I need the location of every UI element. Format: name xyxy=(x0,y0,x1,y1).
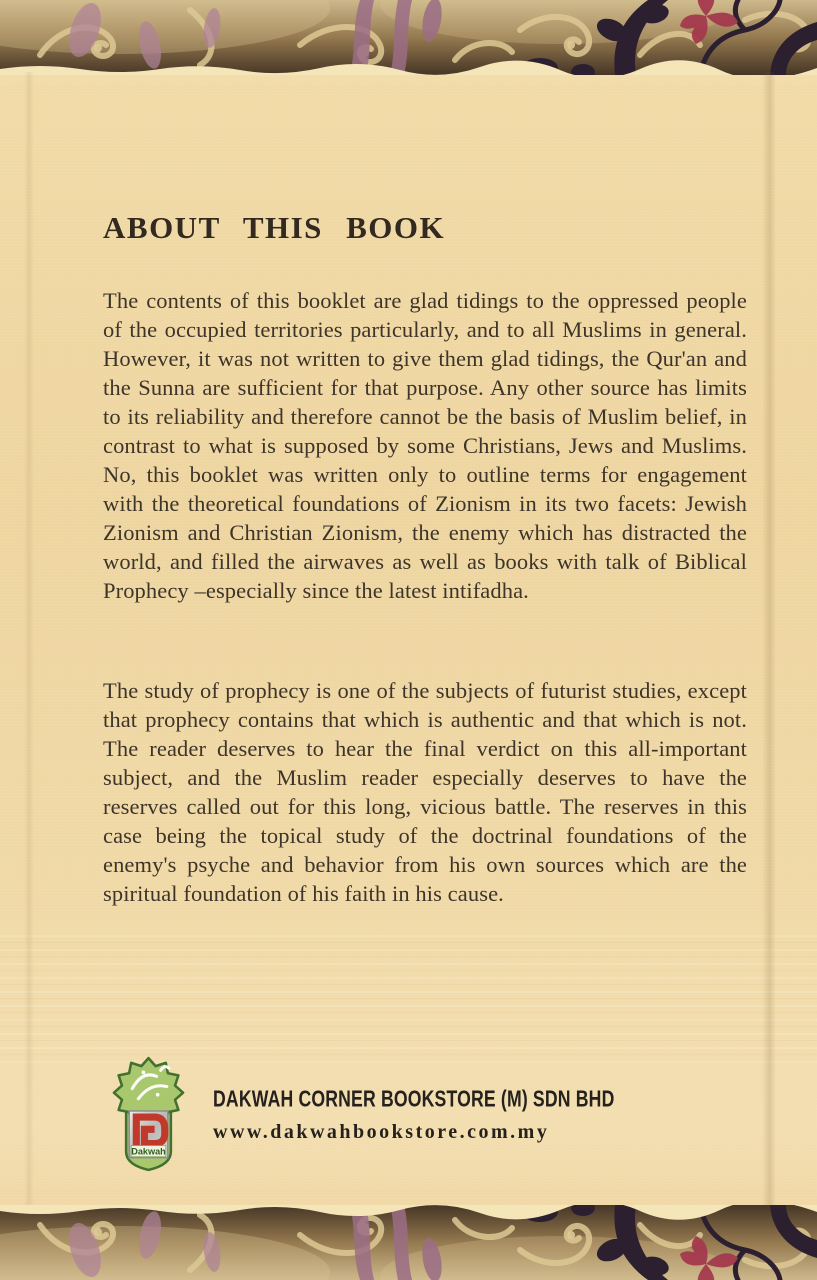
decorative-border-bottom xyxy=(0,1205,817,1280)
calligraphy-dot xyxy=(156,1093,160,1097)
decorative-border-top xyxy=(0,0,817,75)
page-fold-shadow-left xyxy=(24,72,34,1205)
publisher-text xyxy=(213,1088,691,1144)
publisher-block xyxy=(97,1052,747,1174)
publisher-name: DAKWAH CORNER BOOKSTORE (M) SDN BHD xyxy=(213,1086,615,1113)
calligraphy-dot xyxy=(142,1071,146,1075)
about-paragraph-1: The contents of this booklet are glad tidings to the oppressed people of the occupied territories particularly, and to all Muslims in general. However, it was not written to give them glad tidings, the Qur'an and the Sunna are sufficient for that purpose. Any other source has limits to its reliability and therefore cannot be the basis of Muslim belief, in contrast to what is supposed by some Christians, Jews and Muslims. No, this booklet was written only to outline terms for engagement with the theoretical foundations of Zionism in its two facets: Jewish Zionism and Christian Zionism, the enemy which has distracted the world, and filled the airwaves as well as books with talk of Biblical Prophecy –especially since the latest intifadha. xyxy=(103,288,747,603)
floral-ornament-icon xyxy=(0,1205,817,1280)
publisher-website: www.dakwahbookstore.com.my xyxy=(213,1121,550,1143)
page-fold-shadow-right xyxy=(762,72,776,1205)
about-paragraph-2: The study of prophecy is one of the subjects of futurist studies, except that prophecy contains that which is authentic and that which is not. The reader deserves to hear the final verdict on this all-important subject, and the Muslim reader especially deserves to have the reserves called out for this long, vicious battle. The reserves in this case being the topical study of the doctrinal foundations of the enemy's psyche and behavior from his own sources which are the spiritual foundation of his faith in his cause. xyxy=(103,678,747,906)
logo-label-text: Dakwah xyxy=(131,1146,166,1157)
dakwah-bookstore-logo xyxy=(97,1052,200,1174)
page-title: ABOUT THIS BOOK xyxy=(103,210,446,245)
scan-streak-texture xyxy=(0,935,817,1065)
floral-ornament-icon xyxy=(0,0,817,75)
